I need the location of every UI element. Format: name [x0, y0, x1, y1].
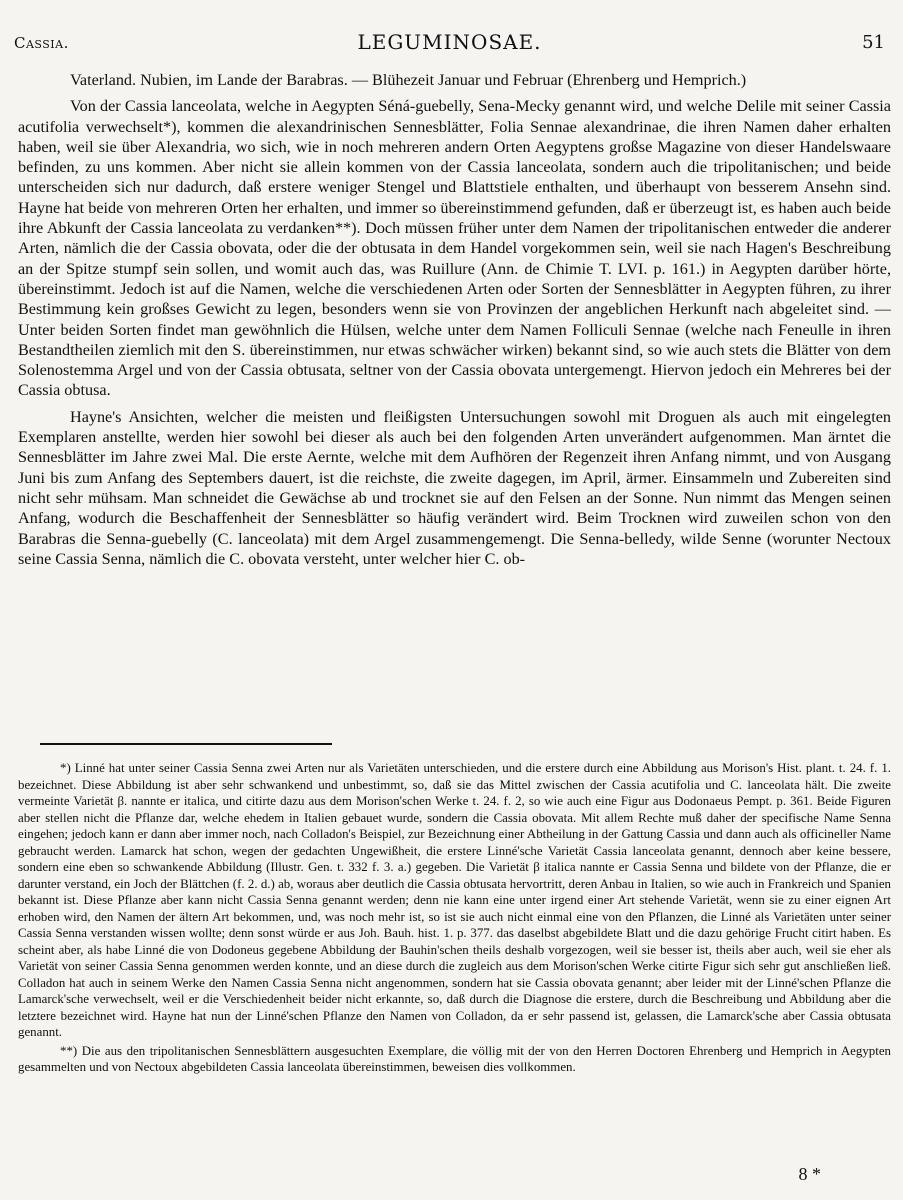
page-header	[14, 26, 885, 60]
running-head-genus: Cassia.	[14, 34, 69, 52]
paragraph-vaterland: Vaterland. Nubien, im Lande der Barabras. — Blühezeit Januar und Februar (Ehrenberg und Hemprich.)	[70, 71, 747, 89]
footnotes	[18, 760, 891, 1076]
footnote-1: *) Linné hat unter seiner Cassia Senna zwei Arten nur als Varietäten unterschieden, und die erstere durch eine Abbildung aus Morison's Hist. plant. t. 24. f. 1. bezeichnet. Diese Abbildung ist aber sehr schwankend und unbestimmt, so, daß sie das Mittel zwischen der Cassia acutifolia und C. lanceolata hält. Die zweite vermeinte Varietät β. nannte er italica, und citirte dazu aus dem Morison'schen Werke t. 24. f. 2, so wie auch eine Figur aus Dodonaeus Pempt. p. 361. Beide Figuren aber stellen nicht die Pflanze dar, welche ehedem in Italien gebauet wurde, sondern die Cassia obovata. Mit allem Rechte muß daher der specifische Name Senna eingehen; jedoch kann er dann aber immer noch, nach Colladon's Beispiel, zur Bezeichnung einer Abtheilung in der Gattung Cassia und dann auch als officineller Name gebraucht werden. Lamarck hat schon, wegen der gedachten Ungewißheit, die erstere Linné'sche Varietät Cassia lanceolata genannt, dennoch aber keine bessere, sondern eine eben so schwankende Abbildung (Illustr. Gen. t. 332 f. 3. a.) gegeben. Die Varietät β italica nannte er Cassia Senna und bildete von der Pflanze, die er darunter verstand, ein Joch der Blättchen (f. 2. d.) ab, woraus aber deutlich die Cassia obtusata hervortritt, deren Anbau in Italien, so wie auch in Frankreich und Spanien bekannt ist. Diese Pflanze aber kann nicht Cassia Senna genannt werden; denn nie kann eine unter irgend einer Art stehende Varietät, wenn sie zu einer eignen Art erhoben wird, den Namen der ältern Art bekommen, und, was noch mehr ist, so ist sie auch nicht einmal eine von den Pflanzen, die Linné als Varietäten unter seiner Cassia Senna verstanden wissen wollte; denn sonst würde er aus Joh. Bauh. hist. 1. p. 377. das daselbst abgebildete Blatt und die dazu gehörige Frucht citirt haben. Es scheint aber, als habe Linné die von Dodoneus gegebene Abbildung der Bauhin'schen theils deshalb vorgezogen, weil sie besser ist, theils aber auch, weil sie eher als Varietät von seiner Cassia Senna genommen werden konnte, und an diese durch die zugleich aus dem Morison'schen Werke citirte Figur sich sehr gut anschließen ließ. Colladon hat auch in seinem Werke den Namen Cassia Senna nicht angenommen, sondern hat sie Cassia obovata genannt; aber leider mit der Linné'schen Pflanze die Lamarck'sche verwechselt, weil er die Verschiedenheit beider nicht erkannte, so, daß durch die Diagnose die erstere, durch die Beschreibung und Abbildung aber die letztere bezeichnet wird. Hayne hat nun der Linné'schen Pflanze den Namen von Colladon, da er sehr passend ist, gelassen, die Lamarck'sche aber Cassia obtusata genannt.	[18, 761, 891, 1039]
paragraph-hayne-ansichten: Hayne's Ansichten, welcher die meisten und fleißigsten Untersuchungen sowohl mit Droguen als auch mit eingelegten Exemplaren anstellte, werden hier sowohl bei dieser als auch bei den folgenden Arten unverändert aufgenommen. Man ärntet die Sennesblätter im Jahre zwei Mal. Die erste Aernte, welche mit dem Aufhören der Regenzeit ihren Anfang nimmt, und von Ausgang Juni bis zum Anfang des Septembers dauert, ist die reichste, die zweite dagegen, im April, ärmer. Einsammeln und Zubereiten sind nicht sehr mühsam. Man schneidet die Gewächse ab und trocknet sie auf den Felsen an der Sonne. Nun nimmt das Mengen seinen Anfang, wodurch die Beschaffenheit der Sennesblätter so häufig verändert wird. Beim Trocknen wird zuweilen schon von den Barabras die Senna-guebelly (C. lanceolata) mit dem Argel zusammengemengt. Die Senna-belledy, wilde Senne (worunter Nectoux seine Cassia Senna, nämlich die C. obovata versteht, unter welcher hier C. ob-	[18, 407, 891, 568]
footnote-2: **) Die aus den tripolitanischen Sennesblättern ausgesuchten Exemplare, die völlig mit der von den Herren Doctoren Ehrenberg und Hemprich in Aegypten gesammelten und von Nectoux abgebildeten Cassia lanceolata übereinstimmen, beweisen dies vollkommen.	[18, 1043, 891, 1074]
printer-signature-mark: 8 *	[798, 1164, 821, 1184]
page-number: 51	[862, 32, 885, 53]
footnote-separator	[40, 743, 332, 745]
paragraph-cassia-lanceolata: Von der Cassia lanceolata, welche in Aegypten Séná-guebelly, Sena-Mecky genannt wird, und welche Delile mit seiner Cassia acutifolia verwechselt*), kommen die alexandrinischen Sennesblätter, Folia Sennae alexandrinae, die ihren Namen daher erhalten haben, weil sie über Alexandria, wo sich, wie in noch mehreren andern Orten Aegyptens großse Magazine von dieser Handelswaare befinden, zu uns kommen. Aber nicht sie allein kommen von der Cassia lanceolata, sondern auch die tripolitanischen; und beide unterscheiden sich nur dadurch, daß erstere weniger Stengel und Blattstiele enthalten, und überhaupt von besserem Ansehn sind. Hayne hat beide von mehreren Orten her erhalten, und immer so übereinstimmend gefunden, daß er überzeugt ist, es haben auch beide ihre Abkunft der Cassia lanceolata zu verdanken**). Doch müssen früher unter dem Namen der tripolitanischen entweder die anderer Arten, nämlich die der Cassia obovata, oder die der obtusata in dem Handel vorgekommen sein, weil sie nach Hagen's Beschreibung an der Spitze stumpf sein sollen, und womit auch das, was Ruillure (Ann. de Chimie T. LVI. p. 161.) in Aegypten darüber hörte, übereinstimmt. Jedoch ist auf die Namen, welche die verschiedenen Arten oder Sorten der Sennesblätter in Aegypten führen, zu ihrer Bestimmung kein großses Gewicht zu legen, besonders wenn sie von Provinzen der angeblichen Herkunft nach abgeleitet sind. — Unter beiden Sorten findet man gewöhnlich die Hülsen, welche unter dem Namen Folliculi Sennae (welche nach Feneulle in ihren Bestandtheilen ziemlich mit den S. übereinstimmen, nur etwas schwächer wirken) bekannt sind, so wie auch stets die Blätter von dem Solenostemma Argel und von der Cassia obtusata, seltner von der Cassia obovata untergemengt. Hiervon jedoch ein Mehreres bei der Cassia obtusa.	[18, 97, 891, 400]
main-text	[18, 70, 891, 569]
running-head-family: LEGUMINOSAE.	[357, 30, 542, 54]
